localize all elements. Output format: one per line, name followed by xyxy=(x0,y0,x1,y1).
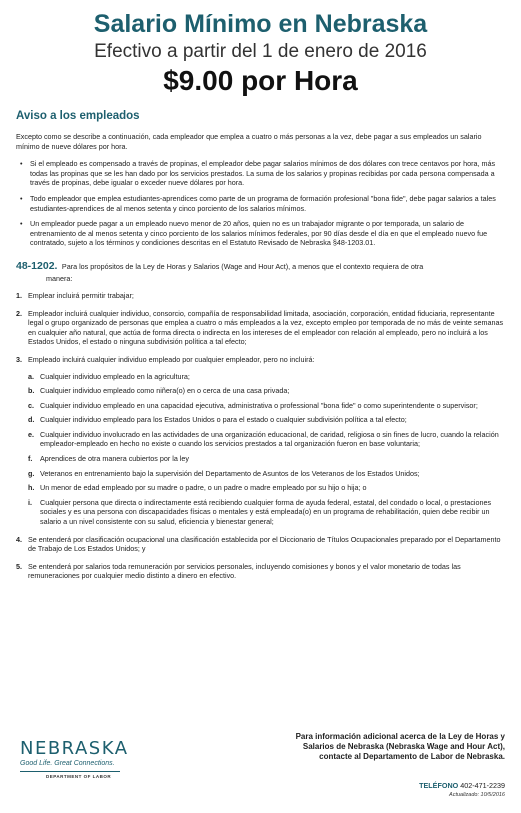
minimum-wage-rate: $9.00 por Hora xyxy=(163,65,358,96)
exclusion-text: Un menor de edad empleado por su madre o padre, o un padre o madre empleado por su hijo o hija; o xyxy=(40,483,367,493)
contact-line: contacte al Departamento de Labor de Nebraska. xyxy=(319,752,505,761)
item-letter: a. xyxy=(28,371,34,381)
item-letter: d. xyxy=(28,415,35,425)
exclusion-text: Aprendices de otra manera cubiertos por la ley xyxy=(40,454,190,464)
nebraska-logo xyxy=(20,738,140,779)
statute-intro-text: Para los propósitos de la Ley de Horas y Salarios (Wage and Hour Act), a menos que el contexto requiera de otra xyxy=(61,261,424,271)
item-letter: f. xyxy=(28,454,33,464)
footer xyxy=(16,730,505,802)
logo-wordmark: NEBRASKA xyxy=(20,738,129,759)
item-number: 2. xyxy=(16,308,22,318)
bullet-icon: • xyxy=(20,159,23,169)
logo-tagline: Good Life. Great Connections. xyxy=(20,760,115,767)
statute-number: 48-1202. xyxy=(16,259,58,272)
list-item xyxy=(16,562,505,581)
item-letter: h. xyxy=(28,483,35,493)
statute-intro xyxy=(16,256,505,283)
list-item xyxy=(28,386,505,396)
item-letter: i. xyxy=(28,497,32,507)
contact-line: Para información adicional acerca de la Ley de Horas y xyxy=(295,732,505,741)
exclusion-text: Cualquier individuo empleado para los Estados Unidos o para el estado o cualquier subdivisión política a tal efecto; xyxy=(40,415,407,425)
contact-info xyxy=(225,732,505,762)
phone-info xyxy=(419,781,505,790)
bullet-text: Un empleador puede pagar a un empleado nuevo menor de 20 años, quien no es un trabajador migrante o por temporada, un salario de entrenamiento de al menos setenta y cinco porciento de los salarios mínimos federales, por 90 días desde el día en que el empleado nuevo fue contratado, sujeto a los términos y condiciones descritas en el Estatuto Revisado de Nebraska §48-1203.01. xyxy=(30,219,488,248)
item-letter: c. xyxy=(28,400,34,410)
item-number: 5. xyxy=(16,561,22,571)
list-item xyxy=(28,372,505,382)
bullet-icon: • xyxy=(20,193,23,203)
phone-number: 402-471-2239 xyxy=(460,781,505,790)
list-item xyxy=(28,430,505,449)
list-item xyxy=(16,535,505,554)
item-letter: g. xyxy=(28,468,35,478)
definitions-list xyxy=(16,291,505,581)
logo-department: DEPARTMENT OF LABOR xyxy=(46,774,112,779)
contact-line: Salarios de Nebraska (Nebraska Wage and Hour Act), xyxy=(302,742,505,751)
item-letter: b. xyxy=(28,386,35,396)
list-item xyxy=(16,219,505,248)
list-item xyxy=(28,498,505,527)
definition-text: Empleado incluirá cualquier individuo empleado por cualquier empleador, pero no incluirá: xyxy=(28,354,315,364)
definition-text: Se entenderá por clasificación ocupacional una clasificación establecida por el Diccionario de Títulos Ocupacionales preparado por el Departamento de Trabajo de Los Estados Unidos; y xyxy=(28,534,501,554)
definition-text: Se entenderá por salarios toda remuneración por servicios personales, incluyendo comisiones y bonos y el valor monetario de todas las remuneraciones por cualquier medio distinto a dinero en efectivo. xyxy=(28,561,461,581)
exclusions-list xyxy=(28,372,505,527)
notice-bullet-list xyxy=(16,159,505,248)
notice-intro: Excepto como se describe a continuación, cada empleador que emplea a cuatro o más personas a la vez, debe pagar a sus empleados un salario mínimo de nueve dólares por hora. xyxy=(16,132,482,151)
phone-label: TELÉFONO xyxy=(419,781,459,790)
page-title: Salario Mínimo en Nebraska xyxy=(93,10,428,38)
list-item xyxy=(28,469,505,479)
bullet-text: Todo empleador que emplea estudiantes-aprendices como parte de un programa de formación profesional "bona fide", debe pagar salarios a tales estudiantes-aprendices de al menos setenta y cinco porciento de los salarios mínimos. xyxy=(30,193,496,213)
exclusion-text: Cualquier individuo involucrado en las actividades de una organización educacional, de caridad, religiosa o sin fines de lucro, cuando la relación empleador-empleado en hecho no existe o cuando los servicios prestados a tal organización fueron en base voluntaria; xyxy=(40,429,499,449)
exclusion-text: Cualquier individuo empleado en una capacidad ejecutiva, administrativa o professional "bona fide" o como superintendente o supervisor; xyxy=(40,400,478,410)
list-item xyxy=(16,194,505,213)
list-item xyxy=(28,415,505,425)
definition-text: Emplear incluirá permitir trabajar; xyxy=(28,290,134,300)
bullet-icon: • xyxy=(20,219,23,229)
item-number: 1. xyxy=(16,290,22,300)
updated-date: Actualizado: 10/5/2016 xyxy=(449,792,505,798)
item-number: 3. xyxy=(16,354,22,364)
exclusion-text: Veteranos en entrenamiento bajo la supervisión del Departamento de Asuntos de los Veteranos de los Estados Unidos; xyxy=(40,468,420,478)
list-item xyxy=(28,401,505,411)
list-item xyxy=(16,291,505,301)
item-number: 4. xyxy=(16,534,22,544)
item-letter: e. xyxy=(28,429,34,439)
exclusion-text: Cualquier individuo empleado como niñera(o) en o cerca de una casa privada; xyxy=(40,386,290,396)
definition-text: Empleador incluirá cualquier individuo, consorcio, compañía de responsabilidad limitada, asociación, corporación, entidad fiduciaria, representante legal o grupo organizado de personas que emplea a cuatro o más empleados a la vez, excepto empleo por temporada de no más de veinte semanas en cualquier año natural, que actúa de forma directa o indirecta en los intereses de el empleador con relación al empleado, pero no incluirá a los Estados Unidos, el estado o ninguna subdivisión política a tal efecto; xyxy=(28,308,504,347)
effective-date: Efectivo a partir del 1 de enero de 2016 xyxy=(94,41,427,62)
exclusion-text: Cualquier persona que directa o indirectamente está recibiendo cualquier forma de ayuda federal, estatal, del condado o local, o prestaciones sociales y es una persona con discapacidades físicas o mentales y está empleada(o) en un programa de rehabilitación, quien debe recibir un salario a un nivel consistente con su salud, eficiencia y bienestar general; xyxy=(40,497,492,527)
list-item xyxy=(28,454,505,464)
statute-intro-continuation: manera: xyxy=(46,273,73,283)
list-item xyxy=(16,159,505,188)
list-item xyxy=(28,483,505,493)
list-item xyxy=(16,355,505,527)
notice-heading: Aviso a los empleados xyxy=(16,110,140,122)
list-item xyxy=(16,309,505,347)
logo-divider xyxy=(20,771,120,772)
bullet-text: Si el empleado es compensado a través de propinas, el empleador debe pagar salarios mínimos de dos dólares con trece centavos por hora, más todas las propinas que se les han dado por los servicios prestados. La suma de los salarios y propinas recibidas por cada persona compensada a través de propinas, debe igualar o exceder nueve dólares por hora. xyxy=(30,159,496,188)
exclusion-text: Cualquier individuo empleado en la agricultura; xyxy=(40,371,190,381)
